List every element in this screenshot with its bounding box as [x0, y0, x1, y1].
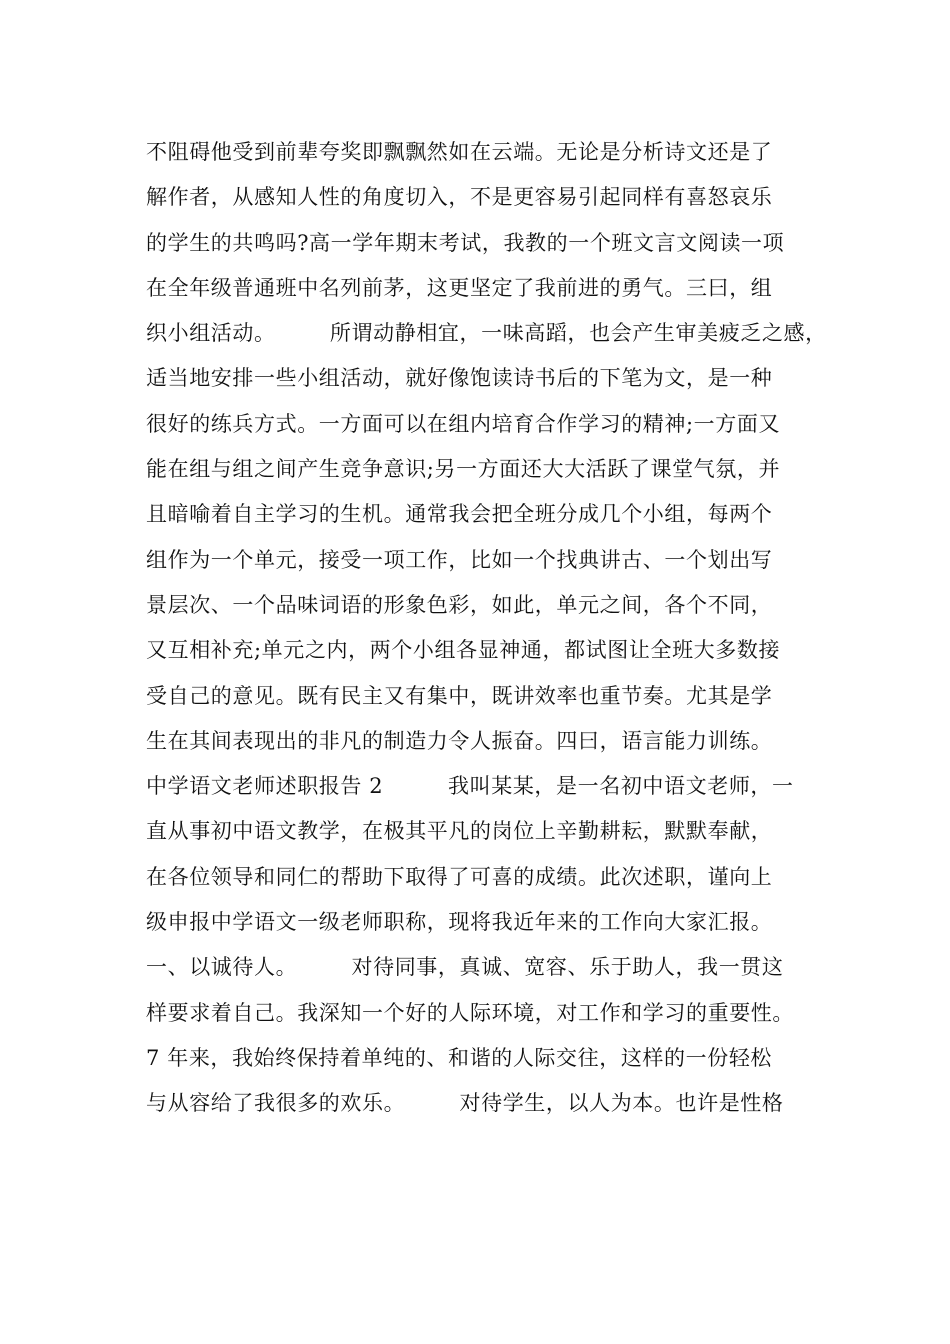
text-line: 又互相补充;单元之内，两个小组各显神通，都试图让全班大多数接 [146, 638, 781, 663]
text-line: 且暗喻着自主学习的生机。通常我会把全班分成几个小组，每两个 [146, 502, 773, 527]
text-line: 生在其间表现出的非凡的制造力令人振奋。四曰，语言能力训练。 [146, 728, 773, 753]
text-line: 的学生的共鸣吗?高一学年期末考试，我教的一个班文言文阅读一项 [146, 230, 785, 255]
text-line: 样要求着自己。我深知一个好的人际环境，对工作和学习的重要性。 [146, 1000, 794, 1025]
text-line: 在全年级普通班中名列前茅，这更坚定了我前进的勇气。三曰，组 [146, 275, 773, 300]
text-line: 级申报中学语文一级老师职称，现将我近年来的工作向大家汇报。 [146, 910, 773, 935]
text-line: 受自己的意见。既有民主又有集中，既讲效率也重节奏。尤其是学 [146, 683, 773, 708]
text-line: 能在组与组之间产生竞争意识;另一方面还大大活跃了课堂气氛，并 [146, 457, 781, 482]
body-text [146, 130, 826, 1127]
text-line: 与从容给了我很多的欢乐。 对待学生，以人为本。也许是性格 [146, 1091, 784, 1116]
text-line: 在各位领导和同仁的帮助下取得了可喜的成绩。此次述职，谨向上 [146, 864, 773, 889]
text-line: 解作者，从感知人性的角度切入，不是更容易引起同样有喜怒哀乐 [146, 185, 773, 210]
text-line: 组作为一个单元，接受一项工作，比如一个找典讲古、一个划出写 [146, 547, 773, 572]
text-line: 适当地安排一些小组活动，就好像饱读诗书后的下笔为文，是一种 [146, 366, 773, 391]
text-line: 直从事初中语文教学，在极其平凡的岗位上辛勤耕耘，默默奉献， [146, 819, 773, 844]
text-line: 织小组活动。 所谓动静相宜，一味高蹈，也会产生审美疲乏之感， [146, 321, 827, 346]
text-line: 不阻碍他受到前辈夸奖即飘飘然如在云端。无论是分析诗文还是了 [146, 140, 773, 164]
text-line: 很好的练兵方式。一方面可以在组内培育合作学习的精神;一方面又 [146, 411, 781, 436]
text-line: 景层次、一个品味词语的形象色彩，如此，单元之间，各个不同， [146, 592, 773, 617]
text-line: 7 年来，我始终保持着单纯的、和谐的人际交往，这样的一份轻松 [146, 1045, 773, 1070]
text-line: 一、以诚待人。 对待同事，真诚、宽容、乐于助人，我一贯这 [146, 955, 784, 980]
text-line: 中学语文老师述职报告 2 我叫某某，是一名初中语文老师，一 [146, 774, 794, 799]
